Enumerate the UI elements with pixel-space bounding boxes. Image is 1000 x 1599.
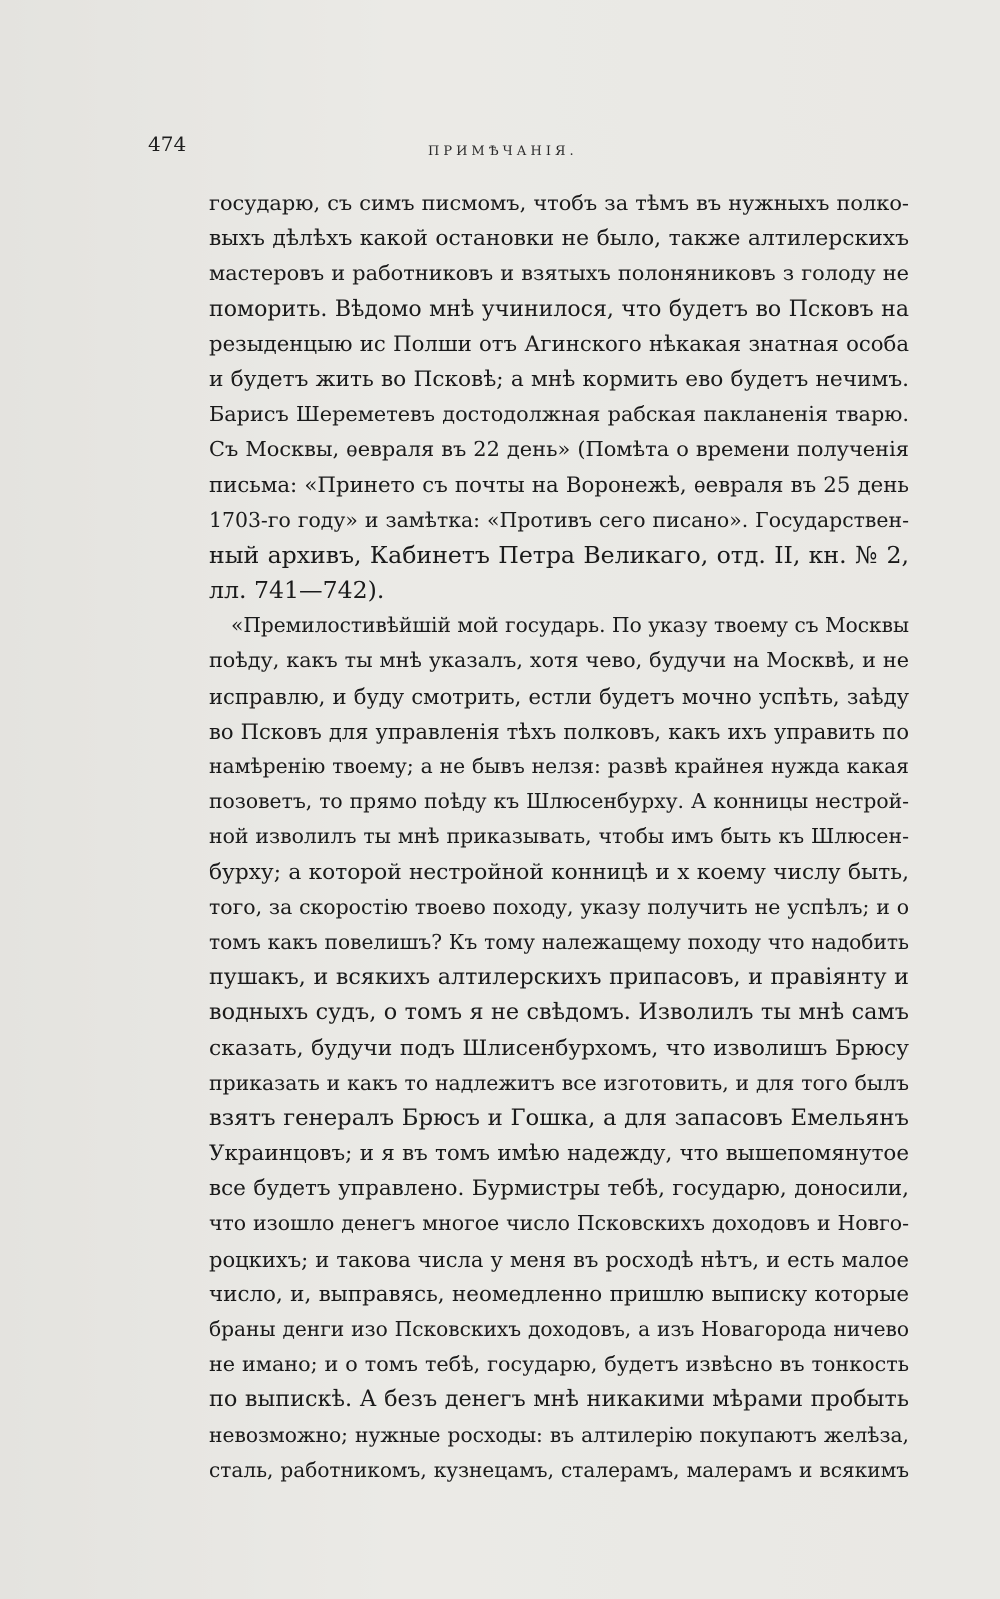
text-line: томъ какъ повелишъ? Къ тому належащему походу что надобить (209, 929, 909, 954)
text-line: все будетъ управлено. Бурмистры тебѣ, государю, доносили, (209, 1176, 909, 1202)
text-line: невозможно; нужные росходы: въ алтилерію покупаютъ желѣза, (209, 1422, 909, 1447)
text-line: пушакъ, и всякихъ алтилерскихъ припасовъ, и правіянту и (209, 964, 909, 991)
text-line: и будетъ жить во Псковѣ; а мнѣ кормить ево будетъ нечимъ. (209, 366, 909, 392)
text-line: по выпискѣ. А безъ денегъ мнѣ никакими мѣрами пробыть (209, 1386, 909, 1413)
text-line: намѣренію твоему; а не бывъ нелзя: развѣ крайнея нужда какая (209, 754, 909, 778)
text-line: резыденцыю ис Полши отъ Агинского нѣкакая знатная особа (209, 331, 909, 357)
text-line: во Псковъ для управленія тѣхъ полковъ, какъ ихъ управить по (209, 718, 909, 744)
text-line: выхъ дѣлѣхъ какой остановки не было, также алтилерскихъ (209, 226, 909, 252)
text-line: 1703-го году» и замѣтка: «Противъ сего писано». Государствен- (209, 507, 909, 532)
text-line: взятъ генералъ Брюсъ и Гошка, а для запасовъ Емельянъ (209, 1104, 909, 1131)
text-line: сталь, работникомъ, кузнецамъ, сталерамъ, малерамъ и всякимъ (209, 1457, 909, 1482)
text-line: водныхъ судъ, о томъ я не свѣдомъ. Изволилъ ты мнѣ самъ (209, 999, 909, 1026)
text-line: что изошло денегъ многое число Псковскихъ доходовъ и Новго- (209, 1211, 909, 1236)
text-line: лл. 741—742). (209, 576, 385, 605)
text-line: приказать и какъ то надлежитъ все изготовить, и для того былъ (209, 1070, 909, 1095)
text-line: позоветъ, то прямо поѣду къ Шлюсенбурху. А конницы нестрой- (209, 789, 909, 814)
text-line: мастеровъ и работниковъ и взятыхъ полоняниковъ з голоду не (209, 261, 909, 286)
text-line: число, и, выправясь, неомедленно пришлю выписку которые (209, 1281, 909, 1307)
text-line: поѣду, какъ ты мнѣ указалъ, хотя чево, будучи на Москвѣ, и не (209, 648, 909, 673)
text-line: ный архивъ, Кабинетъ Петра Великаго, отд. II, кн. № 2, (209, 540, 909, 569)
text-line: государю, съ симъ писмомъ, чтобъ за тѣмъ въ нужныхъ полко- (209, 191, 909, 215)
text-line: письма: «Принето съ почты на Воронежѣ, ѳевраля въ 25 день (209, 472, 909, 498)
text-line: бурху; а которой нестройной конницѣ и х коему числу быть, (209, 859, 909, 885)
text-line: «Премилостивѣйшій мой государь. По указу твоему съ Москвы (231, 613, 909, 638)
text-line: браны денги изо Псковскихъ доходовъ, а изъ Новагорода ничево (209, 1317, 909, 1341)
text-line: ной изволилъ ты мнѣ приказывать, чтобы имъ быть къ Шлюсен- (209, 824, 909, 849)
text-line: исправлю, и буду смотрить, естли будетъ мочно успѣть, заѣду (209, 683, 909, 709)
text-line: роцкихъ; и такова числа у меня въ росходѣ нѣтъ, и есть малое (209, 1246, 909, 1272)
running-head: ПРИМѢЧАНІЯ. (428, 144, 578, 159)
text-line: Съ Москвы, ѳевраля въ 22 день» (Помѣта о времени полученія (209, 437, 909, 462)
text-line: поморить. Вѣдомо мнѣ учинилося, что будетъ во Псковъ на (209, 296, 909, 322)
text-line: Барисъ Шереметевъ достодолжная рабская пакланенія тварю. (209, 402, 909, 427)
body-text (209, 186, 909, 1488)
text-line: сказать, будучи подъ Шлисенбурхомъ, что изволишъ Брюсу (209, 1035, 909, 1061)
text-line: Украинцовъ; и я въ томъ имѣю надежду, что вышепомянутое (209, 1141, 909, 1167)
page-number: 474 (148, 132, 187, 156)
text-line: не имано; и о томъ тебѣ, государю, будетъ извѣсно въ тонкость (209, 1352, 909, 1377)
text-line: того, за скоростію твоево походу, указу получить не успѣлъ; и о (209, 894, 909, 919)
